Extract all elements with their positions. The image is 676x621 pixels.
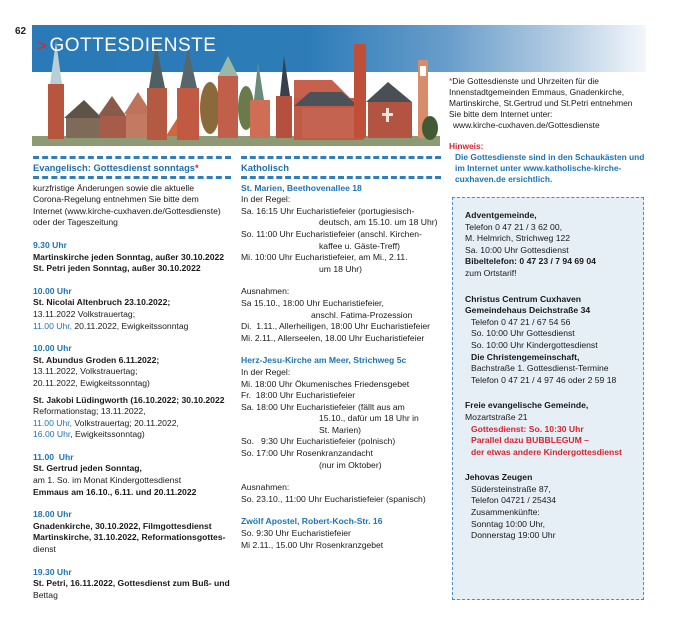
community-freie: Freie evangelische Gemeinde, Mozartstraße 21 Gottesdienst: So. 10:30 Uhr Parallel dazu BUBBLEGUM – der etwas andere Kindergottesdienst <box>465 400 622 457</box>
note-block <box>449 76 664 185</box>
evangelisch-column: Evangelisch: Gottesdienst sonntags* kurzfristige Änderungen sowie die aktuelle Corona-Regelung entnehmen Sie bitte dem Internet (www.kirche-cuxhaven.de/Gottesdienste) oder der Tageszeitung 9.30 Uhr Martinskirche jeden Sonntag, außer 30.10.2022 St. Petri jeden Sonntag, außer 30.10.2022 10.00 Uhr St. Nicolai Altenbruch 23.10.2022; 13.11.2022 Volkstrauertag; 11.00 Uhr, 20.11.2022, Ewigkeitssonntag 10.00 Uhr St. Abundus Groden 6.11.2022; 13.11.2022, Volkstrauertag; 20.11.2022, Ewigkeitssonntag) St. Jakobi Lüdingworth (16.10.2022; 30.10.2022 Reformationstag; 13.11.2022, 11.00 Uhr, Volkstrauertag; 20.11.2022, 16.00 Uhr, Ewigkeitssonntag) 11.00 Uhr St. Gertrud jeden Sonntag, am 1. So. im Monat Kindergottesdienst Emmaus am 16.10., 6.11. und 20.11.2022 18.00 Uhr Gnadenkirche, 30.10.2022, Filmgottesdienst Martinskirche, 31.10.2022, Reformationsgottes- dienst 19.30 Uhr St. Petri, 16.11.2022, Gottesdienst zum Buß- und Bettag <box>33 156 231 601</box>
note-line: Innenstadtgemeinden Emmaus, Gnadenkirche, <box>449 87 625 97</box>
community-christus: Christus Centrum Cuxhaven Gemeindehaus Deichstraße 34 Telefon 0 47 21 / 67 54 56 So. 10:00 Uhr Gottesdienst So. 10:00 Uhr Kindergottesdienst Die Christengemeinschaft, Bachstraße 1. Gottesdienst-Termine Telefon 0 47 21 / 4 97 46 oder 2 59 18 <box>465 293 617 385</box>
community-advent: Adventgemeinde, Telefon 0 47 21 / 3 62 00, M. Helmrich, Strichweg 122 Sa. 10:00 Uhr Gottesdienst Bibeltelefon: 0 47 23 / 7 94 69 04 zum Ortstarif! <box>465 210 596 278</box>
katholisch-column: Katholisch St. Marien, Beethovenallee 18 In der Regel: Sa. 16:15 Uhr Eucharistiefeier (portugiesisch- deutsch, am 15.10. um 18 Uhr) So. 11:00 Uhr Eucharistiefeier (anschl. Kirchen- kaffee u. Gäste-Treff) Mi. 10:00 Uhr Eucharistiefeier, am Mi., 2.11. um 18 Uhr) Ausnahmen: Sa 15.10., 18:00 Uhr Eucharistiefeier, anschl. Fatima-Prozession Di. 1.11., Allerheiligen, 18:00 Uhr Eucharistiefeier Mi. 2.11., Allerseelen, 18.00 Uhr Eucharistiefeier Herz-Jesu-Kirche am Meer, Strichweg 5c In der Regel: Mi. 18:00 Uhr Ökumenisches Friedensgebet Fr. 18:00 Uhr Eucharistiefeier Sa. 18:00 Uhr Eucharistiefeier (fällt aus am 15.10., dafür um 18 Uhr in St. Marien) So. 9:30 Uhr Eucharistiefeier (polnisch) So. 17:00 Uhr Rosenkranzandacht (nur im Oktober) Ausnahmen: So. 23.10., 11:00 Uhr Eucharistiefeier (spanisch) Zwölf Apostel, Robert-Koch-Str. 16 So. 9:30 Uhr Eucharistiefeier Mi 2.11., 15.00 Uhr Rosenkranzgebet <box>241 156 441 551</box>
section-heading-evangelisch: Evangelisch: Gottesdienst sonntags* <box>33 162 199 173</box>
service-block: St. Jakobi Lüdingworth (16.10.2022; 30.10.2022 Reformationstag; 13.11.2022, 11.00 Uhr, Volkstrauertag; 20.11.2022, 16.00 Uhr, Ewigkeitssonntag) <box>33 394 225 440</box>
parish-heading: Zwölf Apostel, Robert-Koch-Str. 16 <box>241 516 383 527</box>
page-title <box>37 35 216 57</box>
note-line: *Die Gottesdienste und Uhrzeiten für die <box>449 76 599 86</box>
parish-heading: Herz-Jesu-Kirche am Meer, Strichweg 5c <box>241 355 407 366</box>
service-block: 19.30 Uhr St. Petri, 16.11.2022, Gottesdienst zum Buß- und Bettag <box>33 566 230 600</box>
service-block: 10.00 Uhr St. Nicolai Altenbruch 23.10.2022; 13.11.2022 Volkstrauertag; 11.00 Uhr, 20.11.2022, Ewigkeitssonntag <box>33 285 189 331</box>
service-block: 10.00 Uhr St. Abundus Groden 6.11.2022; 13.11.2022, Volkstrauertag; 20.11.2022, Ewigkeitssonntag) <box>33 343 160 388</box>
note-star: * <box>449 76 453 86</box>
service-block: 18.00 Uhr Gnadenkirche, 30.10.2022, Filmgottesdienst Martinskirche, 31.10.2022, Reformationsgottes- dienst <box>33 509 226 555</box>
section-heading-katholisch: Katholisch <box>241 162 289 173</box>
hinweis-text: Die Gottesdienste sind in den Schaukästen und im Internet unter www.katholische-kirche- cuxhaven.de ersichtlich. <box>455 152 645 184</box>
page-number: 62 <box>15 26 27 37</box>
note-url: www.kirche-cuxhaven.de/Gottesdienste <box>453 120 600 130</box>
note-line: Martinskirche, St.Gertrud und St.Petri entnehmen <box>449 98 633 108</box>
divider <box>33 156 231 159</box>
service-block: 9.30 Uhr Martinskirche jeden Sonntag, außer 30.10.2022 St. Petri jeden Sonntag, außer 30.10.2022 <box>33 239 225 274</box>
hinweis-label: Hinweis: <box>449 141 484 151</box>
other-communities-box <box>452 197 644 600</box>
page-title-text: GOTTESDIENSTE <box>49 35 217 56</box>
divider <box>241 156 441 159</box>
parish-heading: St. Marien, Beethovenallee 18 <box>241 182 362 193</box>
service-block: 11.00 Uhr St. Gertrud jeden Sonntag, am 1. So. im Monat Kindergottesdienst Emmaus am 16.10., 6.11. und 20.11.2022 <box>33 451 197 497</box>
community-jehova: Jehovas Zeugen Südersteinstraße 87, Telefon 04721 / 25434 Zusammenkünfte: Sonntag 10:00 Uhr, Donnerstag 19:00 Uhr <box>465 472 557 541</box>
note-line: Sie bitte dem Internet unter: <box>449 109 553 119</box>
title-arrow-icon: > <box>37 36 48 55</box>
